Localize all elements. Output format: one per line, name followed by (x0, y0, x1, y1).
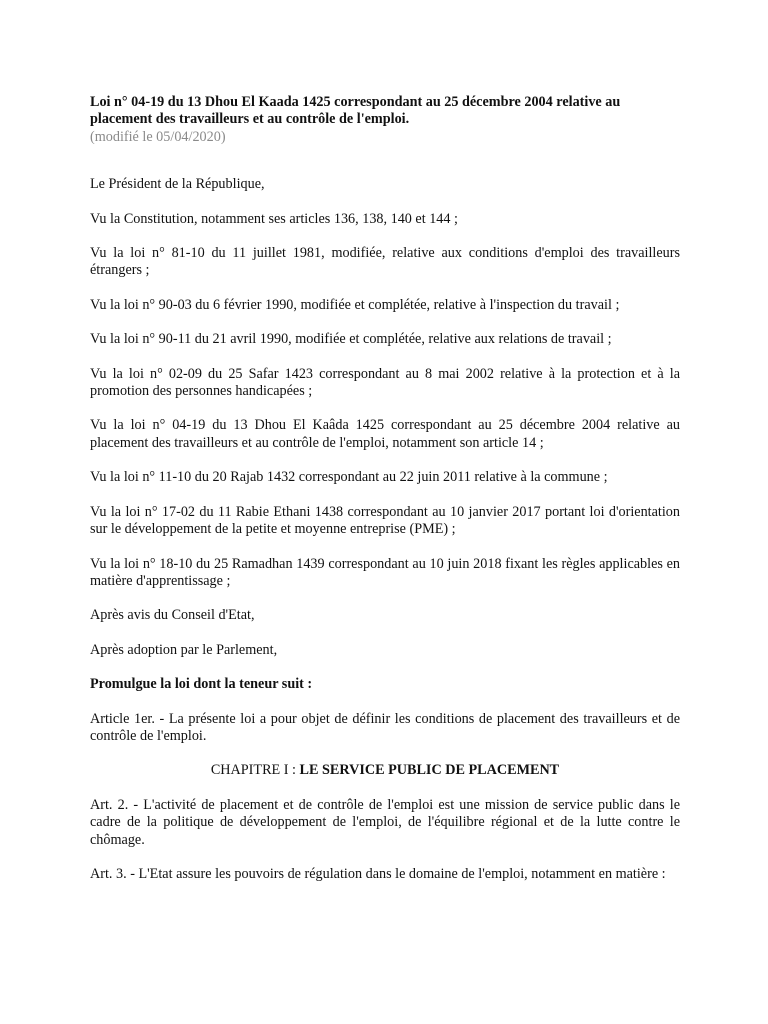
modification-date: (modifié le 05/04/2020) (90, 128, 226, 145)
preamble-paragraph: Vu la loi n° 17-02 du 11 Rabie Ethani 1438 correspondant au 10 janvier 2017 portant loi d'orientation sur le développement de la petite et moyenne entreprise (PME) ; (90, 503, 680, 538)
document-page (90, 94, 680, 883)
preamble-paragraph: Vu la loi n° 90-11 du 21 avril 1990, modifiée et complétée, relative aux relations de travail ; (90, 331, 612, 348)
preamble-paragraph: Vu la loi n° 18-10 du 25 Ramadhan 1439 correspondant au 10 juin 2018 fixant les règles applicables en matière d'apprentissage ; (90, 555, 680, 589)
chapter-heading (90, 762, 680, 779)
promulgation-line: Promulgue la loi dont la teneur suit : (90, 676, 313, 693)
chapter-prefix: CHAPITRE I : (210, 762, 300, 779)
preamble-paragraph: Après adoption par le Parlement, (90, 641, 278, 658)
preamble-paragraph: Vu la Constitution, notamment ses articles 136, 138, 140 et 144 ; (90, 210, 458, 227)
article-1: Article 1er. - La présente loi a pour objet de définir les conditions de placement des travailleurs et de contrôle de l'emploi. (90, 710, 680, 744)
preamble-paragraph: Le Président de la République, (90, 176, 265, 193)
chapter-name: LE SERVICE PUBLIC DE PLACEMENT (299, 762, 560, 779)
document-title: Loi n° 04-19 du 13 Dhou El Kaada 1425 correspondant au 25 décembre 2004 relative au placement des travailleurs et au contrôle de l'emploi. (90, 94, 621, 128)
preamble-paragraph: Vu la loi n° 90-03 du 6 février 1990, modifiée et complétée, relative à l'inspection du travail ; (90, 296, 620, 313)
preamble (90, 176, 680, 659)
preamble-paragraph: Vu la loi n° 81-10 du 11 juillet 1981, modifiée, relative aux conditions d'emploi des travailleurs étrangers ; (90, 245, 680, 279)
preamble-paragraph: Vu la loi n° 04-19 du 13 Dhou El Kaâda 1425 correspondant au 25 décembre 2004 relative au placement des travailleurs et au contrôle de l'emploi, notamment son article 14 ; (90, 417, 680, 451)
article-3: Art. 3. - L'Etat assure les pouvoirs de régulation dans le domaine de l'emploi, notamment en matière : (90, 865, 666, 882)
article-2: Art. 2. - L'activité de placement et de contrôle de l'emploi est une mission de service public dans le cadre de la politique de développement de l'emploi, de l'équilibre régional et de la lutte contre le chômage. (90, 796, 680, 848)
preamble-paragraph: Après avis du Conseil d'Etat, (90, 607, 255, 624)
preamble-paragraph: Vu la loi n° 02-09 du 25 Safar 1423 correspondant au 8 mai 2002 relative à la protection et à la promotion des personnes handicapées ; (90, 365, 680, 400)
preamble-paragraph: Vu la loi n° 11-10 du 20 Rajab 1432 correspondant au 22 juin 2011 relative à la commune ; (90, 469, 608, 486)
